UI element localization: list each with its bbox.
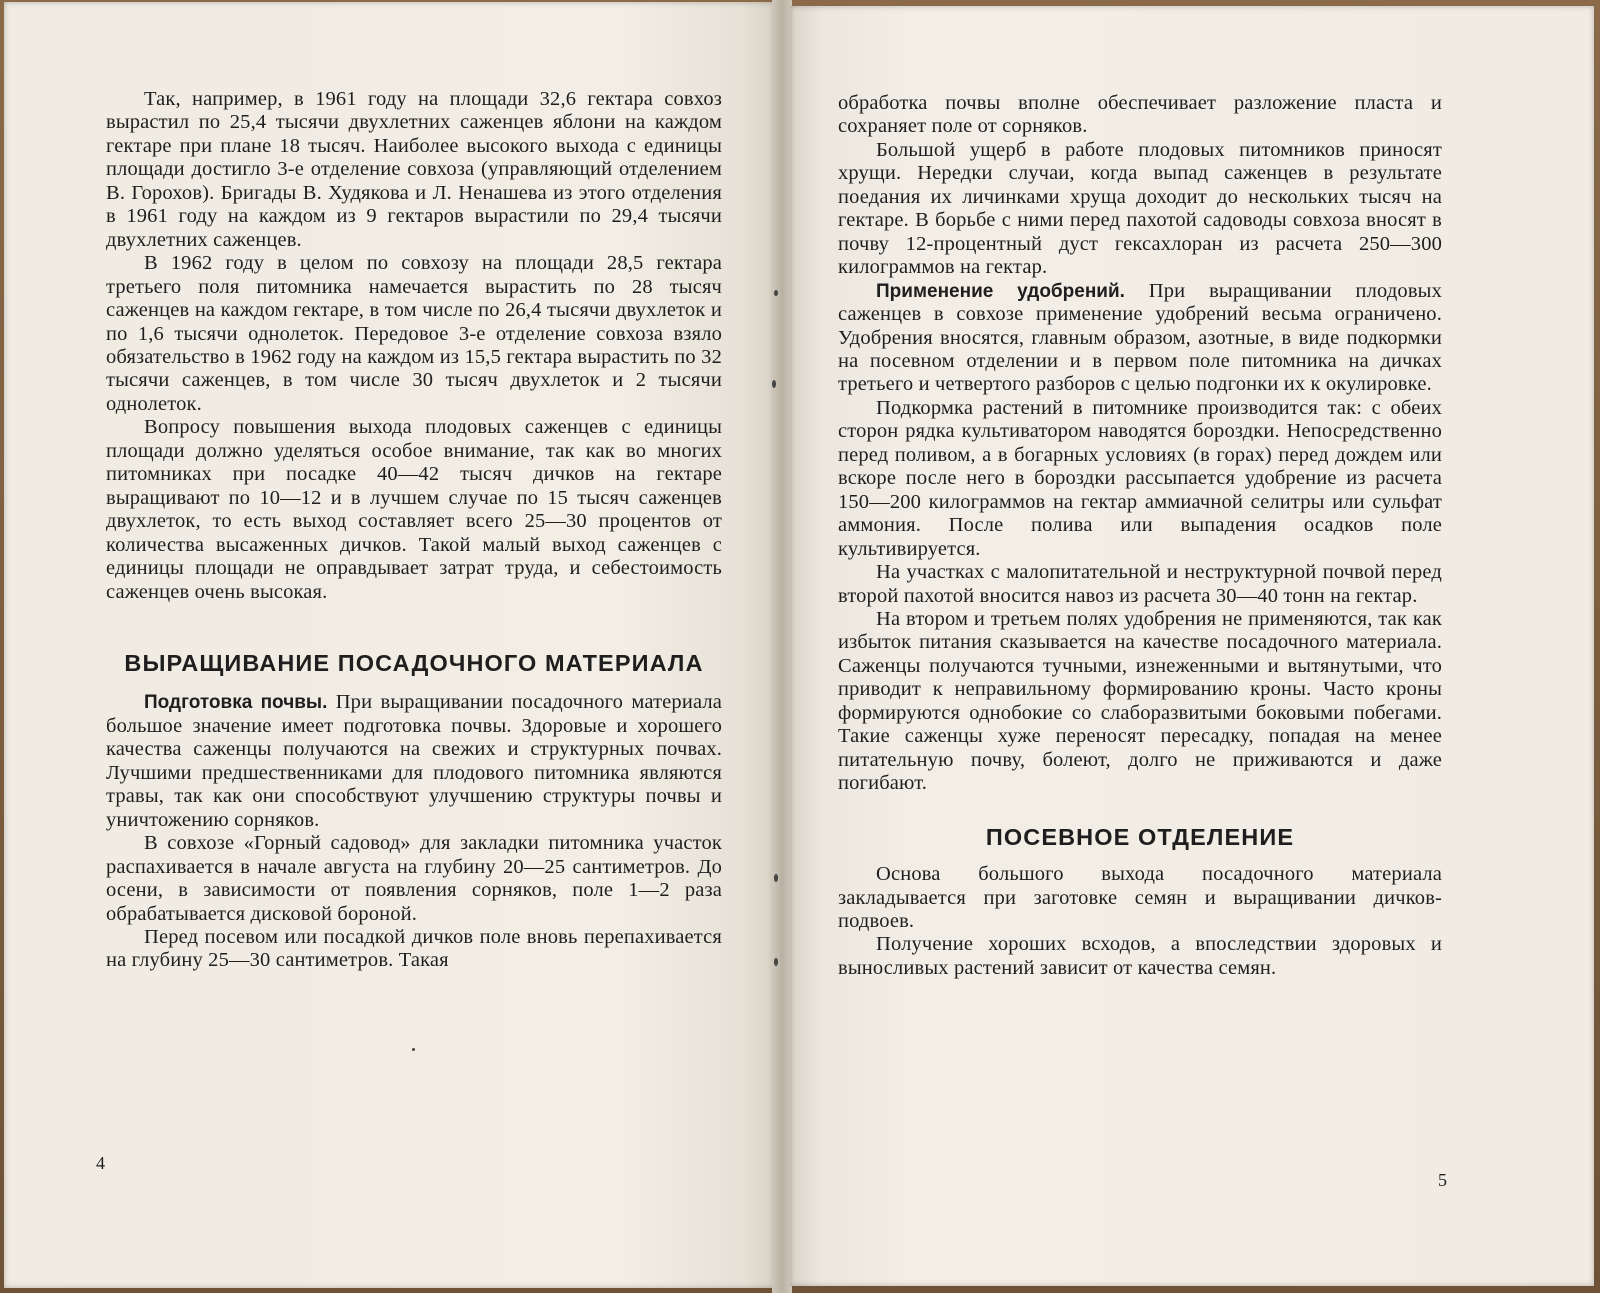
staple-mark — [774, 290, 778, 296]
paragraph: На участках с малопитательной и неструктурной почвой перед второй пахотой вносится навоз из расчета 30—40 тонн на гектар. — [838, 561, 1442, 607]
paragraph: Перед посевом или посадкой дичков поле вновь перепахивается на глубину 25—30 сантиметров. Такая — [106, 925, 722, 972]
paragraph: Получение хороших всходов, а впоследствии здоровых и выносливых растений зависит от качества семян. — [838, 933, 1442, 979]
paragraph: обработка почвы вполне обеспечивает разложение пласта и сохраняет поле от сорняков. — [838, 92, 1442, 138]
run-in-heading: Применение удобрений. — [876, 280, 1125, 302]
left-page — [4, 2, 774, 1288]
paragraph: В совхозе «Горный садовод» для закладки питомника участок распахивается в начале августа на глубину 20—25 сантиметров. До осени, в зависимости от появления сорняков, поле 1—2 раза обрабатывается дисковой бороной. — [106, 832, 722, 925]
paragraph: Большой ущерб в работе плодовых питомников приносят хрущи. Нередки случаи, когда выпад саженцев в результате поедания их личинками хруща доходит до нескольких тысяч на гектаре. В борьбе с ними перед пахотой садоводы совхоза вносят в почву 12-процентный дуст гексахлоран из расчета 250—300 килограммов на гектар. — [838, 138, 1442, 279]
section-heading: ВЫРАЩИВАНИЕ ПОСАДОЧНОГО МАТЕРИАЛА — [124, 649, 704, 676]
right-page — [790, 6, 1594, 1286]
paragraph-text: При выращивании плодовых саженцев в совхозе применение удобрений весьма ограничено. Удобрения вносятся, главным образом, азотные, в виде подкормки на посевном отделении и в первом поле питомника на дичках третьего и четвертого разборов с целью подгонки их к окулировке. — [838, 279, 1442, 396]
staple-mark — [772, 380, 776, 388]
book-gutter — [772, 0, 792, 1293]
run-in-heading: Подготовка почвы. — [144, 692, 328, 714]
paragraph-text: При выращивании посадочного материала большое значение имеет подготовка почвы. Здоровые и хорошего качества саженцы получаются на свежих и структурных почвах. Лучшими предшественниками для плодового питомника являются травы, так как они способствуют улучшению структуры почвы и уничтожению сорняков. — [106, 691, 723, 831]
paper-speck — [412, 1048, 415, 1051]
page-number: 4 — [96, 1153, 105, 1173]
page-number: 5 — [1438, 1170, 1447, 1190]
paragraph: Так, например, в 1961 году на площади 32,6 гектара совхоз вырастил по 25,4 тысячи двухлетних саженцев яблони на каждом гектаре при плане 18 тысяч. Наиболее высокого выхода с единицы площади достигло 3-е отделение совхоза (управляющий отделением В. Горохов). Бригады В. Худякова и Л. Ненашева из этого отделения в 1961 году на каждом из 9 гектаров вырастили по 29,4 тысячи двухлетних саженцев. — [106, 88, 722, 251]
paragraph — [106, 691, 722, 832]
staple-mark — [774, 874, 778, 882]
paragraph: В 1962 году в целом по совхозу на площади 28,5 гектара третьего поля питомника намечается вырастить по 28 тысяч саженцев на каждом гектаре, в том числе по 26,4 тысячи двухлеток и по 1,6 тысячи однолеток. Передовое 3-е отделение совхоза взяло обязательство в 1962 году на каждом из 15,5 гектара вырастить по 32 тысячи саженцев, в том числе 30 тысяч двухлеток и 2 тысячи однолеток. — [106, 252, 722, 415]
right-text-column — [838, 92, 1442, 980]
paragraph: Основа большого выхода посадочного материала закладывается при заготовке семян и выращивании дичков-подвоев. — [838, 863, 1442, 932]
section-heading: ПОСЕВНОЕ ОТДЕЛЕНИЕ — [985, 823, 1295, 850]
paragraph — [838, 280, 1442, 397]
paragraph: Подкормка растений в питомнике производится так: с обеих сторон рядка культиватором наводятся бороздки. Непосредственно перед поливом, а в богарных условиях (в горах) перед дождем или вскоре после него в бороздки рассыпается удобрение из расчета 150—200 килограммов на гектар аммиачной селитры или сульфат аммония. После полива или выпадения осадков поле культивируется. — [838, 396, 1442, 560]
paragraph: Вопросу повышения выхода плодовых саженцев с единицы площади должно уделяться особое внимание, так как во многих питомниках при посадке 40—42 тысяч дичков на гектаре выращивают по 10—12 и в лучшем случае по 15 тысяч саженцев двухлеток, то есть выход составляет всего 25—30 процентов от количества высаженных дичков. Такой малый выход саженцев с единицы площади не оправдывает затрат труда, и себестоимость саженцев очень высокая. — [106, 416, 722, 603]
staple-mark — [774, 958, 778, 966]
paragraph: На втором и третьем полях удобрения не применяются, так как избыток питания сказывается на качестве посадочного материала. Саженцы получаются тучными, изнеженными и вытянутыми, что приводит к неправильному формированию кроны. Часто кроны формируются однобокие со слаборазвитыми боковыми побегами. Такие саженцы хуже переносят пересадку, попадая на менее питательную почву, болеют, долго не приживаются и даже погибают. — [838, 607, 1442, 795]
left-text-column — [106, 88, 722, 973]
